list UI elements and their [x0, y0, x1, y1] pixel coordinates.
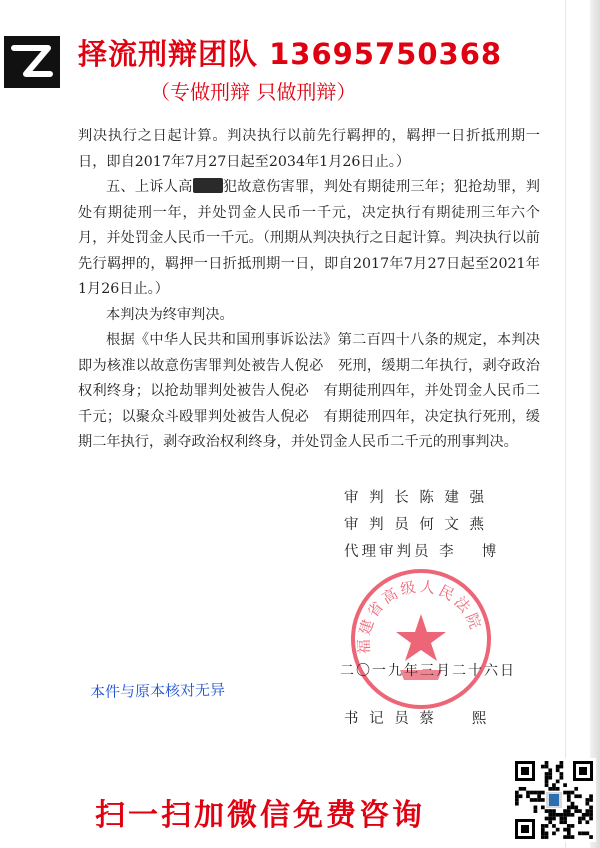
judgment-date: 二〇一九年三月二十六日 [340, 663, 516, 679]
wechat-call-to-action: 扫一扫加微信免费咨询 [95, 798, 425, 833]
seal-text: 福建省高级人民法院 [354, 577, 486, 655]
ad-title: 择流刑辩团队 13695750368 [78, 37, 503, 71]
court-seal [348, 566, 494, 712]
signature-judge: 审 判 员 何 文 燕 [344, 517, 488, 533]
wechat-qr-code-icon[interactable] [512, 758, 596, 842]
final-judgment-line: 本判决为终审判决。 [106, 306, 234, 323]
paragraph-five-start: 五、上诉人高 [106, 179, 193, 195]
copy-verified-stamp: 本件与原本核对无异 [89, 680, 226, 702]
scan-page-edge [590, 0, 600, 848]
body-line: 判决执行之日起计算。判决执行以前先行羁押的，羁押一日折抵刑期一日，即自2017年7月27日起至2034年1月26日止。） [78, 128, 540, 170]
signature-acting-judge: 代理审判员 李 博 [344, 544, 500, 560]
paragraph-five-rest: 犯故意伤害罪，判处有期徒刑三年；犯抢劫罪，判处有期徒刑一年，并处罚金人民币一千元，决定执行有期徒刑三年六个月，并处罚金人民币一千元。（刑期从判决执行之日起计算。判决执行以前先行羁押的，羁押一日折抵刑期一日，即自2017年7月27日起至2021年1月26日止。） [78, 179, 540, 297]
signature-clerk: 书 记 员 蔡 熙 [344, 711, 490, 727]
signature-presiding-judge: 审 判 长 陈 建 强 [344, 490, 488, 506]
review-paragraph: 根据《中华人民共和国刑事诉讼法》第二百四十八条的规定，本判决即为核准以故意伤害罪判处被告人倪必 死刑，缓期二年执行，剥夺政治权利终身；以抢劫罪判处被告人倪必 有期徒刑四年，并处罚金人民币二千元；以聚众斗殴罪判处被告人倪必 有期徒刑四年，决定执行死刑，缓期二年执行，剥夺政治权利终身，并处罚金人民币二千元的刑事判决。 [78, 332, 540, 450]
paragraph-five [78, 175, 540, 303]
redaction-block [193, 178, 223, 193]
ad-subtitle: （专做刑辩 只做刑辩） [150, 80, 357, 104]
seal-star-icon [396, 614, 446, 661]
judgment-body [78, 124, 540, 456]
scan-edge-line [565, 0, 566, 848]
brand-logo-icon [4, 36, 60, 88]
